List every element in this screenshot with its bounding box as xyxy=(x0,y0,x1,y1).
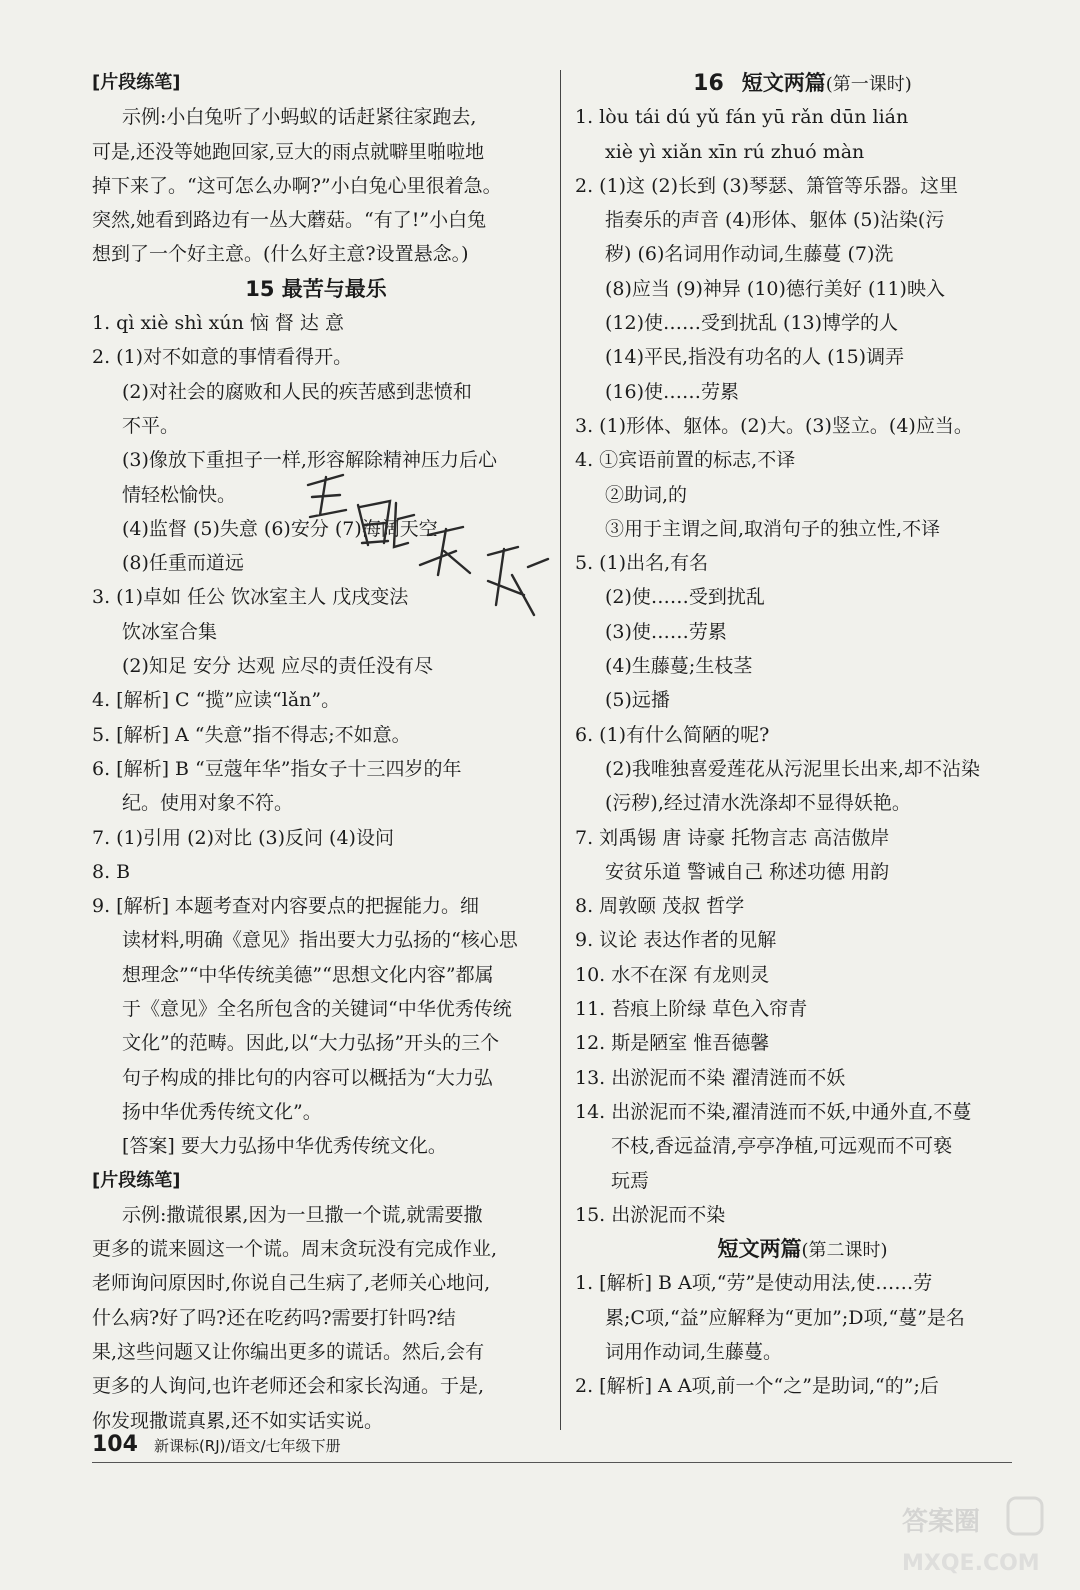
lesson-subtitle: (第一课时) xyxy=(825,74,912,95)
answer-line: 2. (1)对不如意的事情看得开。 xyxy=(92,346,353,369)
footer-rule xyxy=(92,1462,1012,1463)
column-divider xyxy=(560,70,561,1430)
page-footer xyxy=(92,1432,341,1457)
watermark-logo xyxy=(900,1490,1050,1580)
lesson-heading-16 xyxy=(575,66,1030,100)
answer-line: 秽) (6)名词用作动词,生藤蔓 (7)洗 xyxy=(605,243,894,266)
answer-line: (4)生藤蔓;生枝茎 xyxy=(605,655,753,678)
answer-line: 文化”的范畴。因此,以“大力弘扬”开头的三个 xyxy=(122,1032,500,1055)
answer-line: 6. (1)有什么简陋的呢? xyxy=(575,723,770,746)
lesson-heading-16-part2 xyxy=(575,1232,1030,1266)
text-line: 想到了一个好主意。(什么好主意?设置悬念。) xyxy=(92,243,469,266)
answer-line: 想理念”“中华传统美德”“思想文化内容”都属 xyxy=(122,963,494,986)
answer-line: 5. (1)出名,有名 xyxy=(575,552,709,575)
answer-line: 9. 议论 表达作者的见解 xyxy=(575,929,777,952)
answer-line: 安贫乐道 警诫自己 称述功德 用韵 xyxy=(605,860,890,883)
answer-line: (3)像放下重担子一样,形容解除精神压力后心 xyxy=(122,449,497,472)
answer-line: (14)平民,指没有功名的人 (15)调弄 xyxy=(605,346,905,369)
answer-line: 14. 出淤泥而不染,濯清涟而不妖,中通外直,不蔓 xyxy=(575,1100,972,1123)
answer-line: 词用作动词,生藤蔓。 xyxy=(605,1340,783,1363)
answer-line: 5. [解析] A “失意”指不得志;不如意。 xyxy=(92,723,411,746)
answer-line: 9. [解析] 本题考查对内容要点的把握能力。细 xyxy=(92,895,480,918)
answer-line: 累;C项,“益”应解释为“更加”;D项,“蔓”是名 xyxy=(605,1306,965,1329)
section-label: [片段练笔] xyxy=(92,72,181,93)
answer-line: 不枝,香远益清,亭亭净植,可远观而不可亵 xyxy=(611,1135,953,1158)
answer-line: 11. 苔痕上阶绿 草色入帘青 xyxy=(575,998,808,1021)
answer-line: (5)远播 xyxy=(605,689,670,712)
answer-line: 4. ①宾语前置的标志,不译 xyxy=(575,449,796,472)
text-line: 示例:小白兔听了小蚂蚁的话赶紧往家跑去, xyxy=(122,106,477,129)
answer-line: (2)我唯独喜爱莲花从污泥里长出来,却不沾染 xyxy=(605,757,980,780)
page-number: 104 xyxy=(92,1432,138,1457)
answer-line: 情轻松愉快。 xyxy=(122,483,237,506)
answer-line: (2)知足 安分 达观 应尽的责任没有尽 xyxy=(122,655,434,678)
answer-line: 于《意见》全名所包含的关键词“中华优秀传统 xyxy=(122,998,512,1021)
answer-line: 4. [解析] C “揽”应读“lǎn”。 xyxy=(92,689,341,712)
text-line: 更多的谎来圆这一个谎。周末贪玩没有完成作业, xyxy=(92,1238,498,1261)
lesson-title: 短文两篇 xyxy=(741,71,826,95)
answer-line: 饮冰室合集 xyxy=(122,620,218,643)
answer-line: 玩焉 xyxy=(611,1169,650,1192)
lesson-title: 短文两篇 xyxy=(717,1237,802,1262)
text-line: 更多的人询问,也许老师还会和家长沟通。于是, xyxy=(92,1375,485,1398)
answer-line: 句子构成的排比句的内容可以概括为“大力弘 xyxy=(122,1066,493,1089)
answer-line: 1. [解析] B A项,“劳”是使动用法,使……劳 xyxy=(575,1272,933,1295)
text-line: 果,这些问题又让你编出更多的谎话。然后,会有 xyxy=(92,1340,485,1363)
answer-line: 1. lòu tái dú yǔ fán yū rǎn dūn lián xyxy=(575,106,909,129)
answer-line: 8. B xyxy=(92,860,131,883)
text-line: 你发现撒谎真累,还不如实话实说。 xyxy=(92,1409,384,1432)
text-line: 可是,还没等她跑回家,豆大的雨点就噼里啪啦地 xyxy=(92,140,485,163)
text-line: 突然,她看到路边有一丛大蘑菇。“有了!”小白兔 xyxy=(92,209,487,232)
answer-line: 2. (1)这 (2)长到 (3)琴瑟、箫管等乐器。这里 xyxy=(575,174,958,197)
answer-line: 扬中华优秀传统文化”。 xyxy=(122,1100,322,1123)
answer-line: 读材料,明确《意见》指出要大力弘扬的“核心思 xyxy=(122,929,518,952)
answer-line: 8. 周敦颐 茂叔 哲学 xyxy=(575,895,745,918)
answer-line: (4)监督 (5)失意 (6)安分 (7)海阔天空 xyxy=(122,517,438,540)
left-column xyxy=(92,66,540,1438)
right-column xyxy=(575,66,1030,1404)
answer-line: 13. 出淤泥而不染 濯清涟而不妖 xyxy=(575,1066,846,1089)
answer-line: (3)使……劳累 xyxy=(605,620,727,643)
answer-line: 15. 出淤泥而不染 xyxy=(575,1203,726,1226)
lesson-heading-15: 15 最苦与最乐 xyxy=(245,276,387,301)
handwritten-scribble xyxy=(298,455,568,655)
book-info: 新课标(RJ)/语文/七年级下册 xyxy=(153,1437,341,1455)
answer-line: (16)使……劳累 xyxy=(605,380,740,403)
answer-line: 10. 水不在深 有龙则灵 xyxy=(575,963,770,986)
watermark-text: 答案圈 xyxy=(902,1507,981,1537)
answer-line: 12. 斯是陋室 惟吾德馨 xyxy=(575,1032,770,1055)
lesson-subtitle: (第二课时) xyxy=(801,1240,888,1262)
answer-line: 指奏乐的声音 (4)形体、躯体 (5)沾染(污 xyxy=(605,209,945,232)
answer-line: 不平。 xyxy=(122,414,180,437)
text-line: 老师询问原因时,你说自己生病了,老师关心地问, xyxy=(92,1272,491,1295)
answer-line: (2)使……受到扰乱 xyxy=(605,586,765,609)
answer-line: (12)使……受到扰乱 (13)博学的人 xyxy=(605,312,899,335)
section-label: [片段练笔] xyxy=(92,1169,181,1191)
answer-line: 3. (1)卓如 任公 饮冰室主人 戊戌变法 xyxy=(92,586,409,609)
answer-line: 纪。使用对象不符。 xyxy=(122,792,294,815)
answer-line: 3. (1)形体、躯体。(2)大。(3)竖立。(4)应当。 xyxy=(575,414,973,437)
answer-line: xiè yì xiǎn xīn rú zhuó màn xyxy=(605,140,865,163)
answer-line: 7. 刘禹锡 唐 诗豪 托物言志 高洁傲岸 xyxy=(575,826,890,849)
answer-line: ②助词,的 xyxy=(605,483,688,506)
answer-line: (8)应当 (9)神异 (10)德行美好 (11)映入 xyxy=(605,277,945,300)
lesson-number: 16 xyxy=(693,71,724,96)
answer-line: (污秽),经过清水洗涤却不显得妖艳。 xyxy=(605,792,911,815)
answer-line: (8)任重而道远 xyxy=(122,552,244,575)
text-line: 什么病?好了吗?还在吃药吗?需要打针吗?结 xyxy=(92,1306,456,1329)
text-line: 掉下来了。“这可怎么办啊?”小白兔心里很着急。 xyxy=(92,174,502,197)
answer-line: [答案] 要大力弘扬中华优秀传统文化。 xyxy=(122,1135,447,1158)
text-line: 示例:撒谎很累,因为一旦撒一个谎,就需要撒 xyxy=(122,1203,483,1226)
answer-line: 2. [解析] A A项,前一个“之”是助词,“的”;后 xyxy=(575,1375,939,1398)
watermark-url: MXQE.COM xyxy=(902,1551,1040,1576)
answer-line: (2)对社会的腐败和人民的疾苦感到悲愤和 xyxy=(122,380,472,403)
answer-line: 6. [解析] B “豆蔻年华”指女子十三四岁的年 xyxy=(92,757,462,780)
answer-line: ③用于主谓之间,取消句子的独立性,不译 xyxy=(605,517,941,540)
answer-line: 1. qì xiè shì xún 恼 督 达 意 xyxy=(92,312,344,335)
answer-line: 7. (1)引用 (2)对比 (3)反问 (4)设问 xyxy=(92,826,394,849)
